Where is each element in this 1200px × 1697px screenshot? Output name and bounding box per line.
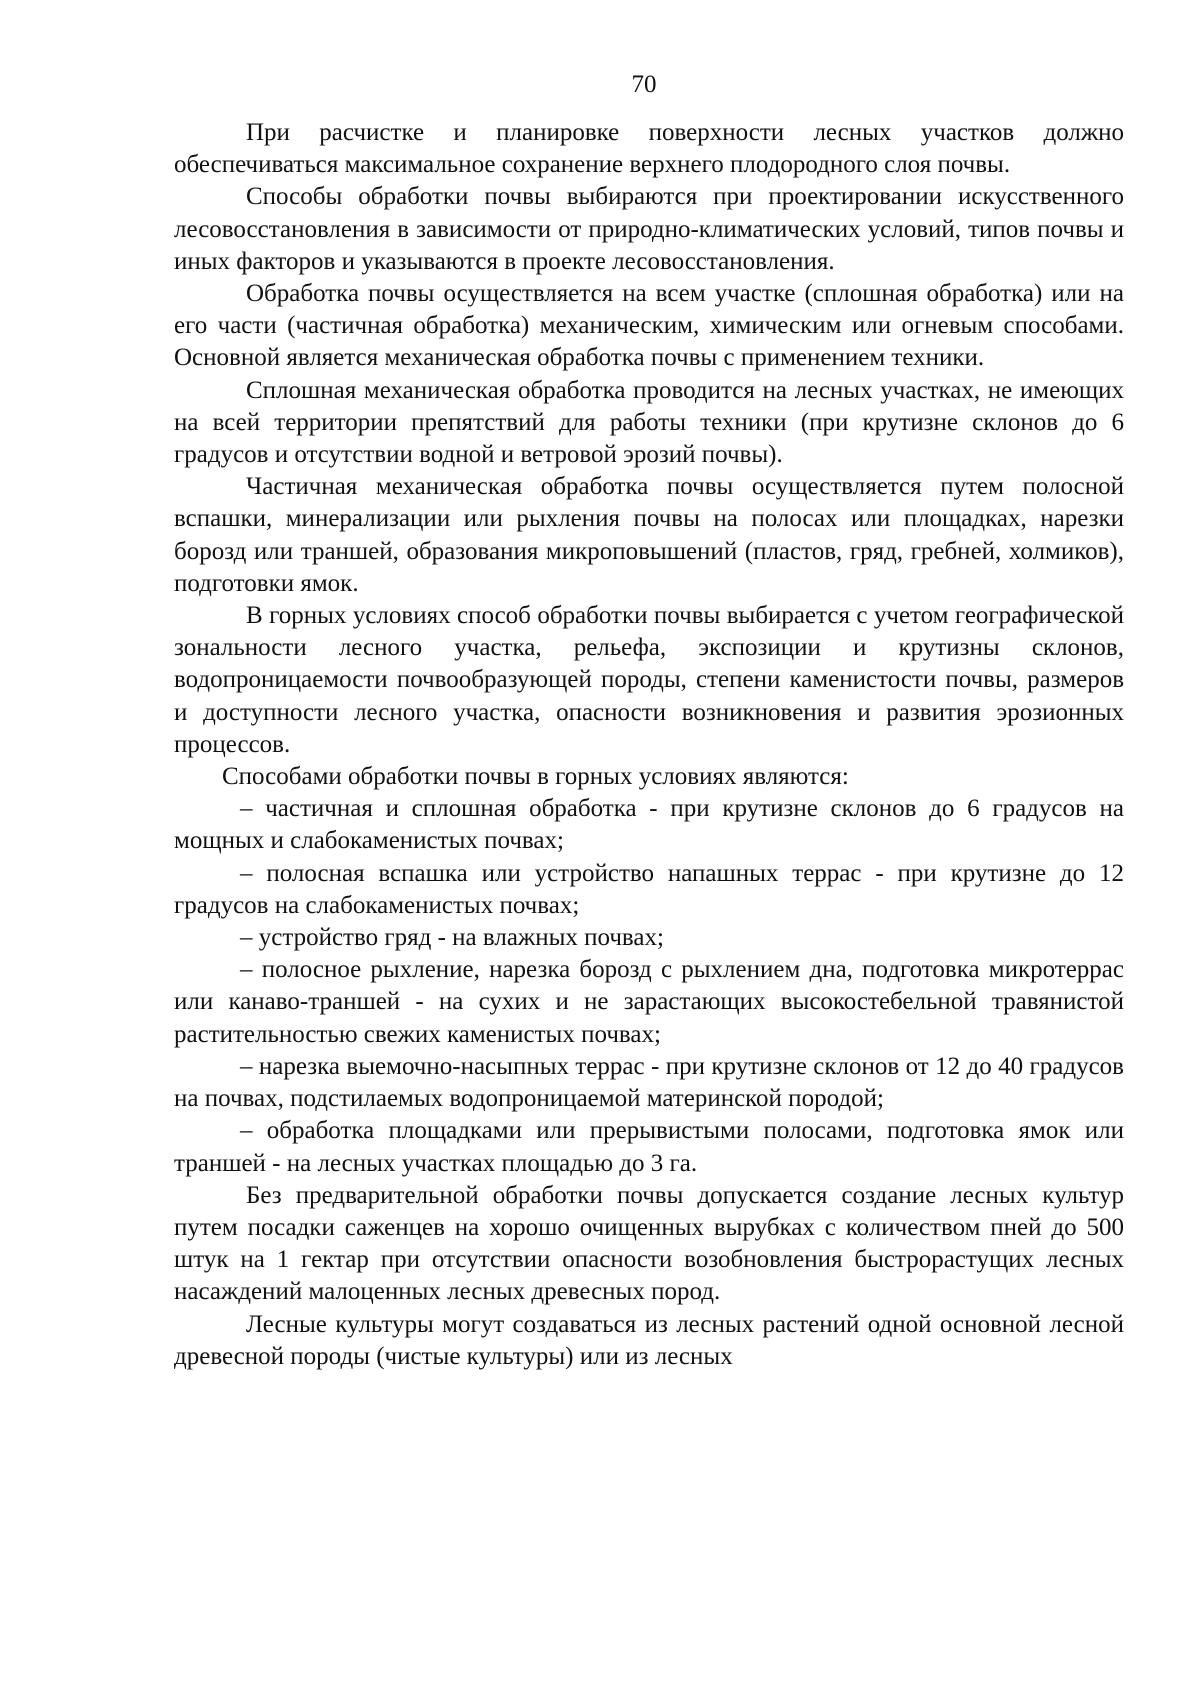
list-item: – частичная и сплошная обработка - при крутизне склонов до 6 градусов на мощных и слабокаменистых почвах; xyxy=(174,795,1124,855)
body-text xyxy=(174,117,1124,1373)
list-item: – полосная вспашка или устройство напашных террас - при крутизне до 12 градусов на слабокаменистых почвах; xyxy=(174,859,1124,919)
paragraph-mountain-methods-intro: Способами обработки почвы в горных условиях являются: xyxy=(222,763,849,791)
paragraph-treatment-types: Обработка почвы осуществляется на всем участке (сплошная обработка) или на его части (частичная обработка) механическим, химическим или огневым способами. Основной является механическая обработка почвы с применением техники. xyxy=(174,280,1124,372)
list-item: – устройство гряд - на влажных почвах; xyxy=(240,924,664,952)
page-number: 70 xyxy=(631,71,657,98)
paragraph-treatment-methods: Способы обработки почвы выбираются при проектировании искусственного лесовосстановления в зависимости от природно-климатических условий, типов почвы и иных факторов и указываются в проекте лесовосстановления. xyxy=(174,183,1124,275)
paragraph-topsoil-preservation: При расчистке и планировке поверхности лесных участков должно обеспечиваться максимальное сохранение верхнего плодородного слоя почвы. xyxy=(174,119,1124,179)
paragraph-mountain-conditions: В горных условиях способ обработки почвы выбирается с учетом географической зональности лесного участка, рельефа, экспозиции и крутизны склонов, водопроницаемости почвообразующей породы, степени каменистости почвы, размеров и доступности лесного участка, опасности возникновения и развития эрозионных процессов. xyxy=(174,602,1124,758)
list-item: – нарезка выемочно-насыпных террас - при крутизне склонов от 12 до 40 градусов на почвах, подстилаемых водопроницаемой материнской породой; xyxy=(174,1052,1124,1113)
paragraph-partial-treatment: Частичная механическая обработка почвы осуществляется путем полосной вспашки, минерализации или рыхления почвы на полосах или площадках, нарезки борозд или траншей, образования микроповышений (пластов, гряд, гребней, холмиков), подготовки ямок. xyxy=(174,473,1124,597)
list-item: – полосное рыхление, нарезка борозд с рыхлением дна, подготовка микротеррас или канаво-траншей - на сухих и не зарастающих высокостебельной травянистой растительностью свежих каменистых почвах; xyxy=(174,956,1124,1048)
list-item: – обработка площадками или прерывистыми полосами, подготовка ямок или траншей - на лесных участках площадью до 3 га. xyxy=(174,1117,1124,1177)
paragraph-forest-cultures: Лесные культуры могут создаваться из лесных растений одной основной лесной древесной породы (чистые культуры) или из лесных xyxy=(174,1310,1124,1370)
paragraph-no-pretreatment: Без предварительной обработки почвы допускается создание лесных культур путем посадки саженцев на хорошо очищенных вырубках с количеством пней до 500 штук на 1 гектар при отсутствии опасности возобновления быстрорастущих лесных насаждений малоценных лесных древесных пород. xyxy=(174,1181,1124,1306)
paragraph-continuous-treatment: Сплошная механическая обработка проводится на лесных участках, не имеющих на всей территории препятствий для работы техники (при крутизне склонов до 6 градусов и отсутствии водной и ветровой эрозий почвы). xyxy=(174,376,1124,469)
